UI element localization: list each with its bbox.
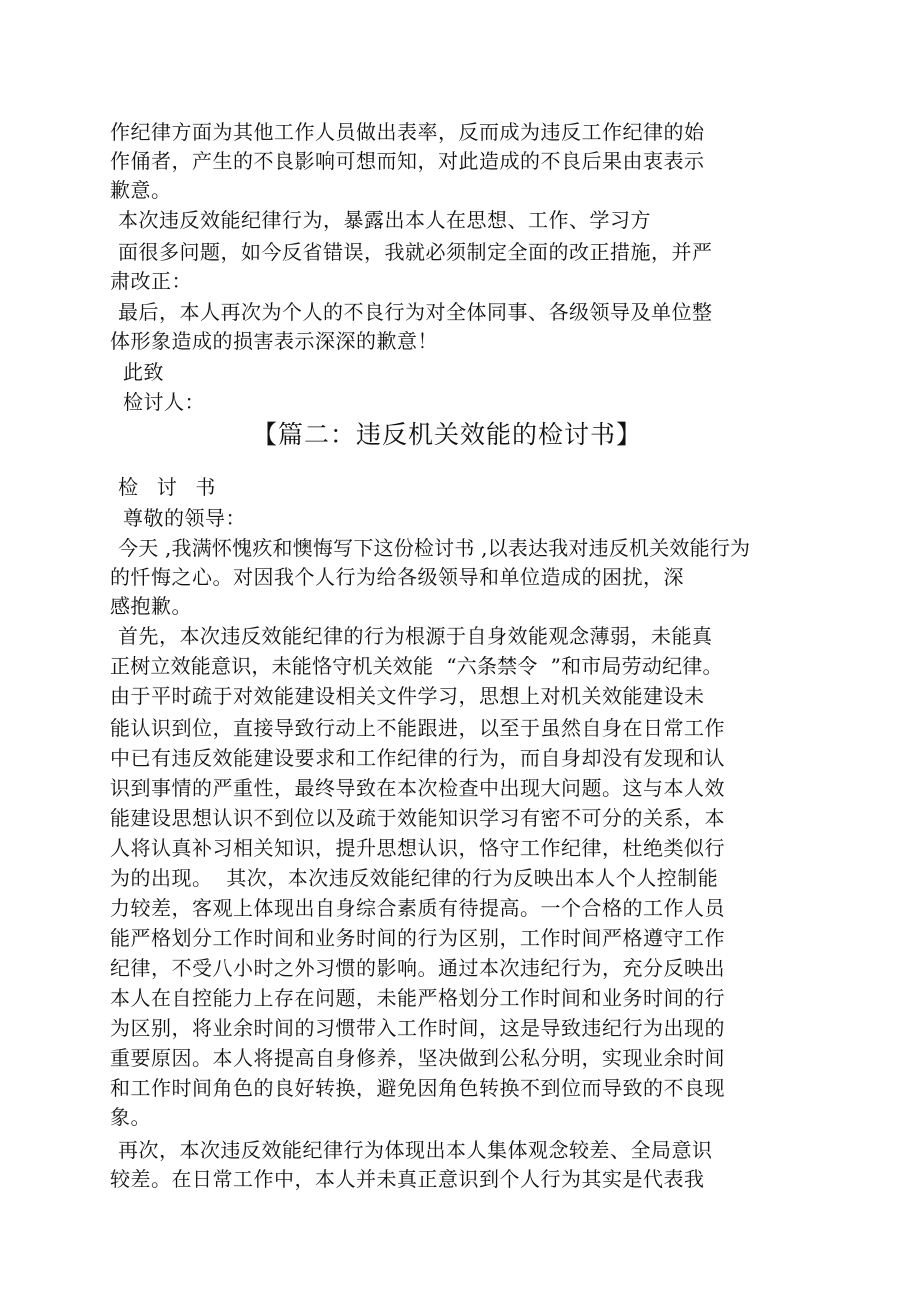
paragraph-line: 首先，本次违反效能纪律的行为根源于自身效能观念薄弱，未能真 <box>118 624 713 648</box>
paragraph-line: 再次，本次违反效能纪律行为体现出本人集体观念较差、全局意识 <box>118 1138 713 1162</box>
paragraph-line: 本次违反效能纪律行为，暴露出本人在思想、工作、学习方 <box>118 208 651 232</box>
paragraph-line: 由于平时疏于对效能建设相关文件学习，思想上对机关效能建设未 <box>110 684 705 708</box>
paragraph-line: 识到事情的严重性，最终导致在本次检查中出现大问题。这与本人效 <box>110 776 725 800</box>
paragraph-line: 和工作时间角色的良好转换，避免因角色转换不到位而导致的不良现 <box>110 1076 725 1100</box>
paragraph-line: 的忏悔之心。对因我个人行为给各级领导和单位造成的困扰，深 <box>110 565 684 589</box>
paragraph-line: 能建设思想认识不到位以及疏于效能知识学习有密不可分的关系，本 <box>110 806 725 830</box>
paragraph-line: 纪律，不受八小时之外习惯的影响。通过本次违纪行为，充分反映出 <box>110 956 725 980</box>
paragraph-line: 能认识到位，直接导致行动上不能跟进，以至于虽然自身在日常工作 <box>110 716 725 740</box>
paragraph-line: 本人在自控能力上存在问题，未能严格划分工作时间和业务时间的行 <box>110 986 725 1010</box>
document-heading: 检 讨 书 <box>118 475 218 499</box>
salutation: 尊敬的领导： <box>123 506 246 530</box>
paragraph-line: 今天 ,我满怀愧疚和懊悔写下这份检讨书 ,以表达我对违反机关效能行为 <box>118 536 751 560</box>
paragraph-line: 作纪律方面为其他工作人员做出表率，反而成为违反工作纪律的始 <box>110 120 705 144</box>
paragraph-line: 作俑者，产生的不良影响可想而知，对此造成的不良后果由衷表示 <box>110 149 705 173</box>
paragraph-line: 较差。在日常工作中，本人并未真正意识到个人行为其实是代表我 <box>110 1167 705 1191</box>
paragraph-line: 为的出现。 其次，本次违反效能纪律的行为反映出本人个人控制能 <box>110 866 719 890</box>
paragraph-line: 中已有违反效能建设要求和工作纪律的行为，而自身却没有发现和认 <box>110 746 725 770</box>
paragraph-line: 面很多问题，如今反省错误，我就必须制定全面的改正措施，并严 <box>118 240 713 264</box>
paragraph-line: 正树立效能意识，未能恪守机关效能 “六条禁令 ”和市局劳动纪律。 <box>110 654 723 678</box>
paragraph-line: 象。 <box>110 1105 151 1129</box>
paragraph-line: 力较差，客观上体现出自身综合素质有待提高。一个合格的工作人员 <box>110 896 725 920</box>
paragraph-line: 体形象造成的损害表示深深的歉意！ <box>110 329 438 353</box>
paragraph-line: 人将认真补习相关知识，提升思想认识，恪守工作纪律，杜绝类似行 <box>110 836 725 860</box>
paragraph-line: 歉意。 <box>110 178 172 202</box>
paragraph-line: 最后，本人再次为个人的不良行为对全体同事、各级领导及单位整 <box>118 300 713 324</box>
paragraph-line: 感抱歉。 <box>110 594 192 618</box>
paragraph-line: 肃改正： <box>110 269 192 293</box>
section-title: 【篇二：违反机关效能的检讨书】 <box>252 420 643 449</box>
closing-line: 此致 <box>123 360 164 384</box>
signature-line: 检讨人： <box>123 390 205 414</box>
paragraph-line: 能严格划分工作时间和业务时间的行为区别，工作时间严格遵守工作 <box>110 926 725 950</box>
paragraph-line: 重要原因。本人将提高自身修养，坚决做到公私分明，实现业余时间 <box>110 1046 725 1070</box>
paragraph-line: 为区别，将业余时间的习惯带入工作时间，这是导致违纪行为出现的 <box>110 1016 725 1040</box>
